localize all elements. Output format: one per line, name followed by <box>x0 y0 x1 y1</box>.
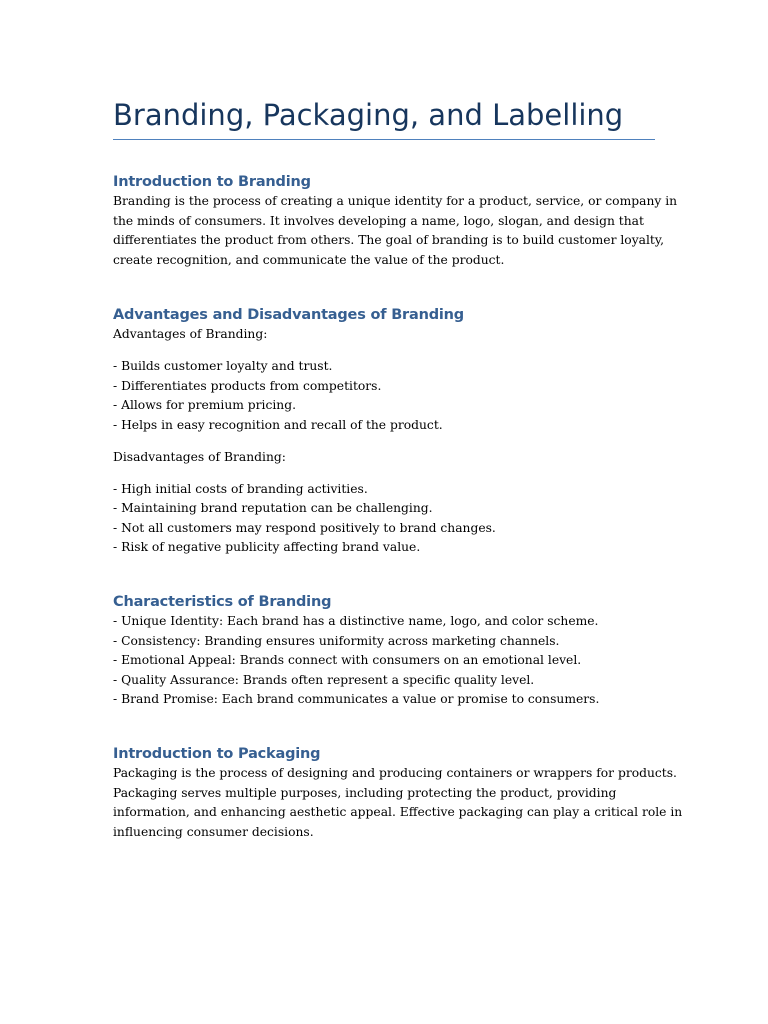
characteristic-item: - Quality Assurance: Brands often represent a specific quality level. <box>113 672 535 687</box>
section-advantages-disadvantages <box>113 305 658 558</box>
advantage-item: - Allows for premium pricing. <box>113 398 297 412</box>
paragraph-line: information, and enhancing aesthetic appeal. Effective packaging can play a critical role in <box>113 805 683 819</box>
section-intro-packaging <box>113 744 683 842</box>
paragraph-line: Branding is the process of creating a unique identity for a product, service, or company in <box>113 194 678 208</box>
paragraph-line: Packaging serves multiple purposes, including protecting the product, providing <box>113 785 617 800</box>
advantages-label: Advantages of Branding: <box>113 327 268 341</box>
disadvantage-item: - Not all customers may respond positively to brand changes. <box>113 520 496 535</box>
paragraph-line: differentiates the product from others. The goal of branding is to build customer loyalty, <box>113 233 665 247</box>
paragraph-line: influencing consumer decisions. <box>113 824 314 839</box>
document-title: Branding, Packaging, and Labelling <box>113 98 624 132</box>
paragraph-line: Packaging is the process of designing and producing containers or wrappers for products. <box>113 766 677 780</box>
paragraph-spacer <box>113 435 658 448</box>
paragraph-spacer <box>113 467 658 480</box>
characteristic-item: - Unique Identity: Each brand has a distinctive name, logo, and color scheme. <box>113 614 599 628</box>
characteristic-item: - Brand Promise: Each brand communicates a value or promise to consumers. <box>113 692 600 706</box>
section-heading: Introduction to Packaging <box>113 746 321 762</box>
characteristic-item: - Emotional Appeal: Brands connect with consumers on an emotional level. <box>113 653 582 667</box>
section-intro-branding <box>113 172 678 270</box>
section-heading: Introduction to Branding <box>113 174 311 190</box>
paragraph-spacer <box>113 345 658 358</box>
section-characteristics <box>113 592 658 710</box>
advantage-item: - Differentiates products from competitors. <box>113 378 382 393</box>
disadvantage-item: - Risk of negative publicity affecting brand value. <box>113 540 421 554</box>
disadvantage-item: - High initial costs of branding activities. <box>113 481 368 496</box>
advantage-item: - Helps in easy recognition and recall of the product. <box>113 417 443 432</box>
advantage-item: - Builds customer loyalty and trust. <box>113 359 333 373</box>
paragraph-line: the minds of consumers. It involves developing a name, logo, slogan, and design that <box>113 213 644 228</box>
title-underline-rule <box>113 139 655 140</box>
section-heading: Advantages and Disadvantages of Branding <box>113 307 464 323</box>
paragraph-line: create recognition, and communicate the value of the product. <box>113 252 505 267</box>
section-heading: Characteristics of Branding <box>113 594 332 610</box>
disadvantages-label: Disadvantages of Branding: <box>113 449 286 464</box>
characteristic-item: - Consistency: Branding ensures uniformity across marketing channels. <box>113 633 560 648</box>
disadvantage-item: - Maintaining brand reputation can be challenging. <box>113 501 433 515</box>
